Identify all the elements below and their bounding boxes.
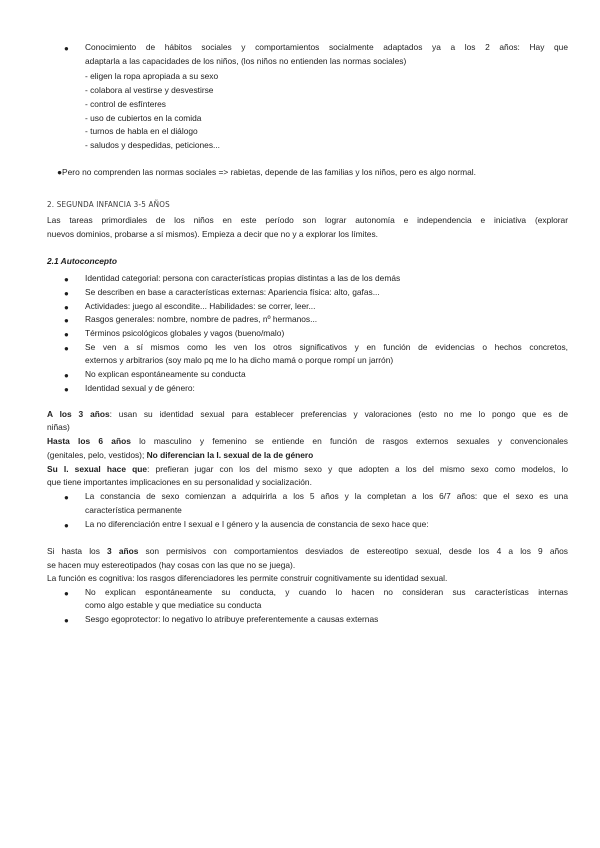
bold-phrase: Su I. sexual hace que <box>47 464 148 474</box>
bullet-text: como algo estable y que mediatice su conducta <box>85 600 262 610</box>
subsection-heading: 2.1 Autoconcepto <box>47 256 117 266</box>
bullet-dot: ● <box>64 316 69 325</box>
bullet-text: Se describen en base a características externas: Apariencia física: alto, gafas... <box>85 287 380 297</box>
text-run: (genitales, pelo, vestidos); <box>47 450 147 460</box>
bullet-text: Identidad sexual y de género: <box>85 383 195 393</box>
paragraph-line: La función es cognitiva: los rasgos diferenciadores les permite construir cognitivamente su identidad sexual. <box>47 573 448 583</box>
bullet-line: Conocimiento de hábitos sociales y comportamientos socialmente adaptados ya a los 2 años: Hay que <box>85 42 568 52</box>
bullet-text: Se ven a sí mismos como les ven los otros significativos y en función de evidencias o hechos concretos, <box>85 342 568 352</box>
paragraph-line <box>47 450 313 462</box>
bold-phrase: 3 años <box>107 546 139 556</box>
bullet-text: Actividades: juego al escondite... Habilidades: se correr, leer... <box>85 301 316 311</box>
text-run: : prefieran jugar con los del mismo sexo y que adopten a los del mismo sexo como modelos, lo <box>147 464 568 474</box>
bullet-text: Términos psicológicos globales y vagos (bueno/malo) <box>85 328 285 338</box>
text-run: son permisivos con comportamientos desviados de estereotipo sexual, desde los 4 a los 9 años <box>138 546 568 556</box>
bullet-dot: ● <box>64 589 69 598</box>
text-run: : usan su identidad sexual para establecer preferencias y valoraciones (esto no me lo pongo que es de <box>109 409 568 419</box>
bullet-dot: ● <box>64 521 69 530</box>
bullet-text: No explican espontáneamente su conducta <box>85 369 246 379</box>
bullet-dot: ● <box>64 289 69 298</box>
list-item: - eligen la ropa apropiada a su sexo <box>85 71 219 81</box>
bullet-text: externos y arbitrarios (soy malo pq me lo ha dicho mamá o porque rompí un jarrón) <box>85 355 394 365</box>
note-line: ●Pero no comprenden las normas sociales => rabietas, depende de las familias y los niños, pero es algo normal. <box>57 167 476 177</box>
intro-line: Las tareas primordiales de los niños en este período son lograr autonomía e independencia e iniciativa (explorar <box>47 215 568 225</box>
bullet-dot: ● <box>64 371 69 380</box>
list-item: - uso de cubiertos en la comida <box>85 113 202 123</box>
paragraph-line: que tiene importantes implicaciones en su personalidad y socialización. <box>47 477 312 487</box>
text-run: Si hasta los <box>47 546 108 556</box>
bullet-text: La no diferenciación entre I sexual e I género y la ausencia de constancia de sexo hace que: <box>85 519 429 529</box>
bullet-text: característica permanente <box>85 505 182 515</box>
paragraph-line: niñas) <box>47 422 70 432</box>
bullet-text: No explican espontáneamente su conducta, y cuando lo hacen no consideran sus características internas <box>85 587 568 597</box>
paragraph-line <box>47 546 568 558</box>
text-run: lo masculino y femenino se entiende en función de rasgos externos sexuales y convencionales <box>130 436 568 446</box>
bullet-dot: ● <box>64 303 69 312</box>
bullet-line: adaptarla a las capacidades de los niños, (los niños no entienden las normas sociales) <box>85 56 407 66</box>
bullet-dot: ● <box>64 330 69 339</box>
section-heading: 2. SEGUNDA INFANCIA 3-5 AÑOS <box>47 200 170 209</box>
list-item: - colabora al vestirse y desvestirse <box>85 85 214 95</box>
paragraph-line <box>47 464 568 476</box>
bullet-dot: ● <box>64 344 69 353</box>
bullet-text: La constancia de sexo comienzan a adquirirla a los 5 años y la completan a los 6/7 años: que el sexo es una <box>85 491 568 501</box>
list-item: - control de esfínteres <box>85 99 166 109</box>
bullet-text: Sesgo egoprotector: lo negativo lo atribuye preferentemente a causas externas <box>85 614 379 624</box>
intro-line: nuevos dominios, probarse a sí mismos). Empieza a decir que no y a explorar los límites. <box>47 229 378 239</box>
bold-phrase: A los 3 años <box>47 409 110 419</box>
bullet-dot: ● <box>64 616 69 625</box>
bold-phrase: No diferencian la I. sexual de la de género <box>146 450 314 460</box>
bullet-dot: ● <box>64 275 69 284</box>
bullet-dot: ● <box>64 44 69 53</box>
paragraph-line: se hacen muy estereotipados (hay cosas con las que no se juega). <box>47 560 296 570</box>
paragraph-line <box>47 409 568 421</box>
list-item: - saludos y despedidas, peticiones... <box>85 140 221 150</box>
bullet-text: Identidad categorial: persona con características propias distintas a las de los demás <box>85 273 401 283</box>
bullet-dot: ● <box>64 385 69 394</box>
bold-phrase: Hasta los 6 años <box>47 436 131 446</box>
bullet-text: Rasgos generales: nombre, nombre de padres, nº hermanos... <box>85 314 318 324</box>
paragraph-line <box>47 436 568 448</box>
bullet-dot: ● <box>64 493 69 502</box>
list-item: - turnos de habla en el diálogo <box>85 126 198 136</box>
